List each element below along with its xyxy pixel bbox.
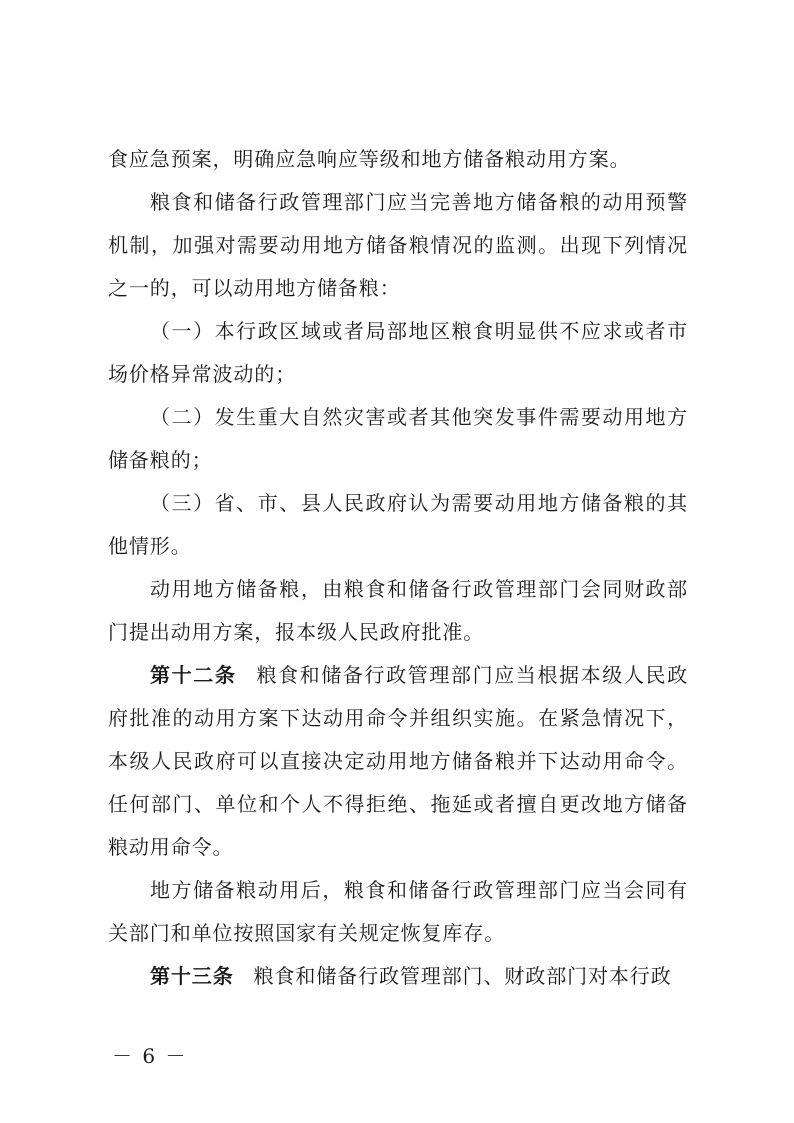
article-12 (108, 654, 688, 869)
article-12-text: 粮食和储备行政管理部门应当根据本级人民政府批准的动用方案下达动用命令并组织实施。在紧急情况下，本级人民政府可以直接决定动用地方储备粮并下达动用命令。任何部门、单位和个人不得拒绝、拖延或者擅自更改地方储备粮动用命令。 (108, 663, 688, 859)
document-body (108, 138, 688, 998)
list-item-3: （三）省、市、县人民政府认为需要动用地方储备粮的其他情形。 (108, 491, 688, 558)
article-13-text: 粮食和储备行政管理部门、财政部门对本行政 (253, 964, 672, 988)
list-item-1: （一）本行政区域或者局部地区粮食明显供不应求或者市场价格异常波动的； (108, 319, 688, 386)
page-number: － 6 － (112, 1044, 188, 1068)
list-item-2: （二）发生重大自然灾害或者其他突发事件需要动用地方储备粮的； (108, 405, 688, 472)
paragraph-warning-mechanism: 粮食和储备行政管理部门应当完善地方储备粮的动用预警机制，加强对需要动用地方储备粮情况的监测。出现下列情况之一的，可以动用地方储备粮： (108, 190, 688, 300)
article-13 (108, 955, 688, 998)
article-12-heading: 第十二条 (150, 663, 237, 687)
paragraph-restore-stock: 地方储备粮动用后，粮食和储备行政管理部门应当会同有关部门和单位按照国家有关规定恢复库存。 (108, 878, 688, 945)
paragraph-usage-plan: 动用地方储备粮，由粮食和储备行政管理部门会同财政部门提出动用方案，报本级人民政府批准。 (108, 577, 688, 644)
paragraph-continuation: 食应急预案，明确应急响应等级和地方储备粮动用方案。 (108, 147, 631, 171)
article-13-heading: 第十三条 (150, 964, 234, 988)
